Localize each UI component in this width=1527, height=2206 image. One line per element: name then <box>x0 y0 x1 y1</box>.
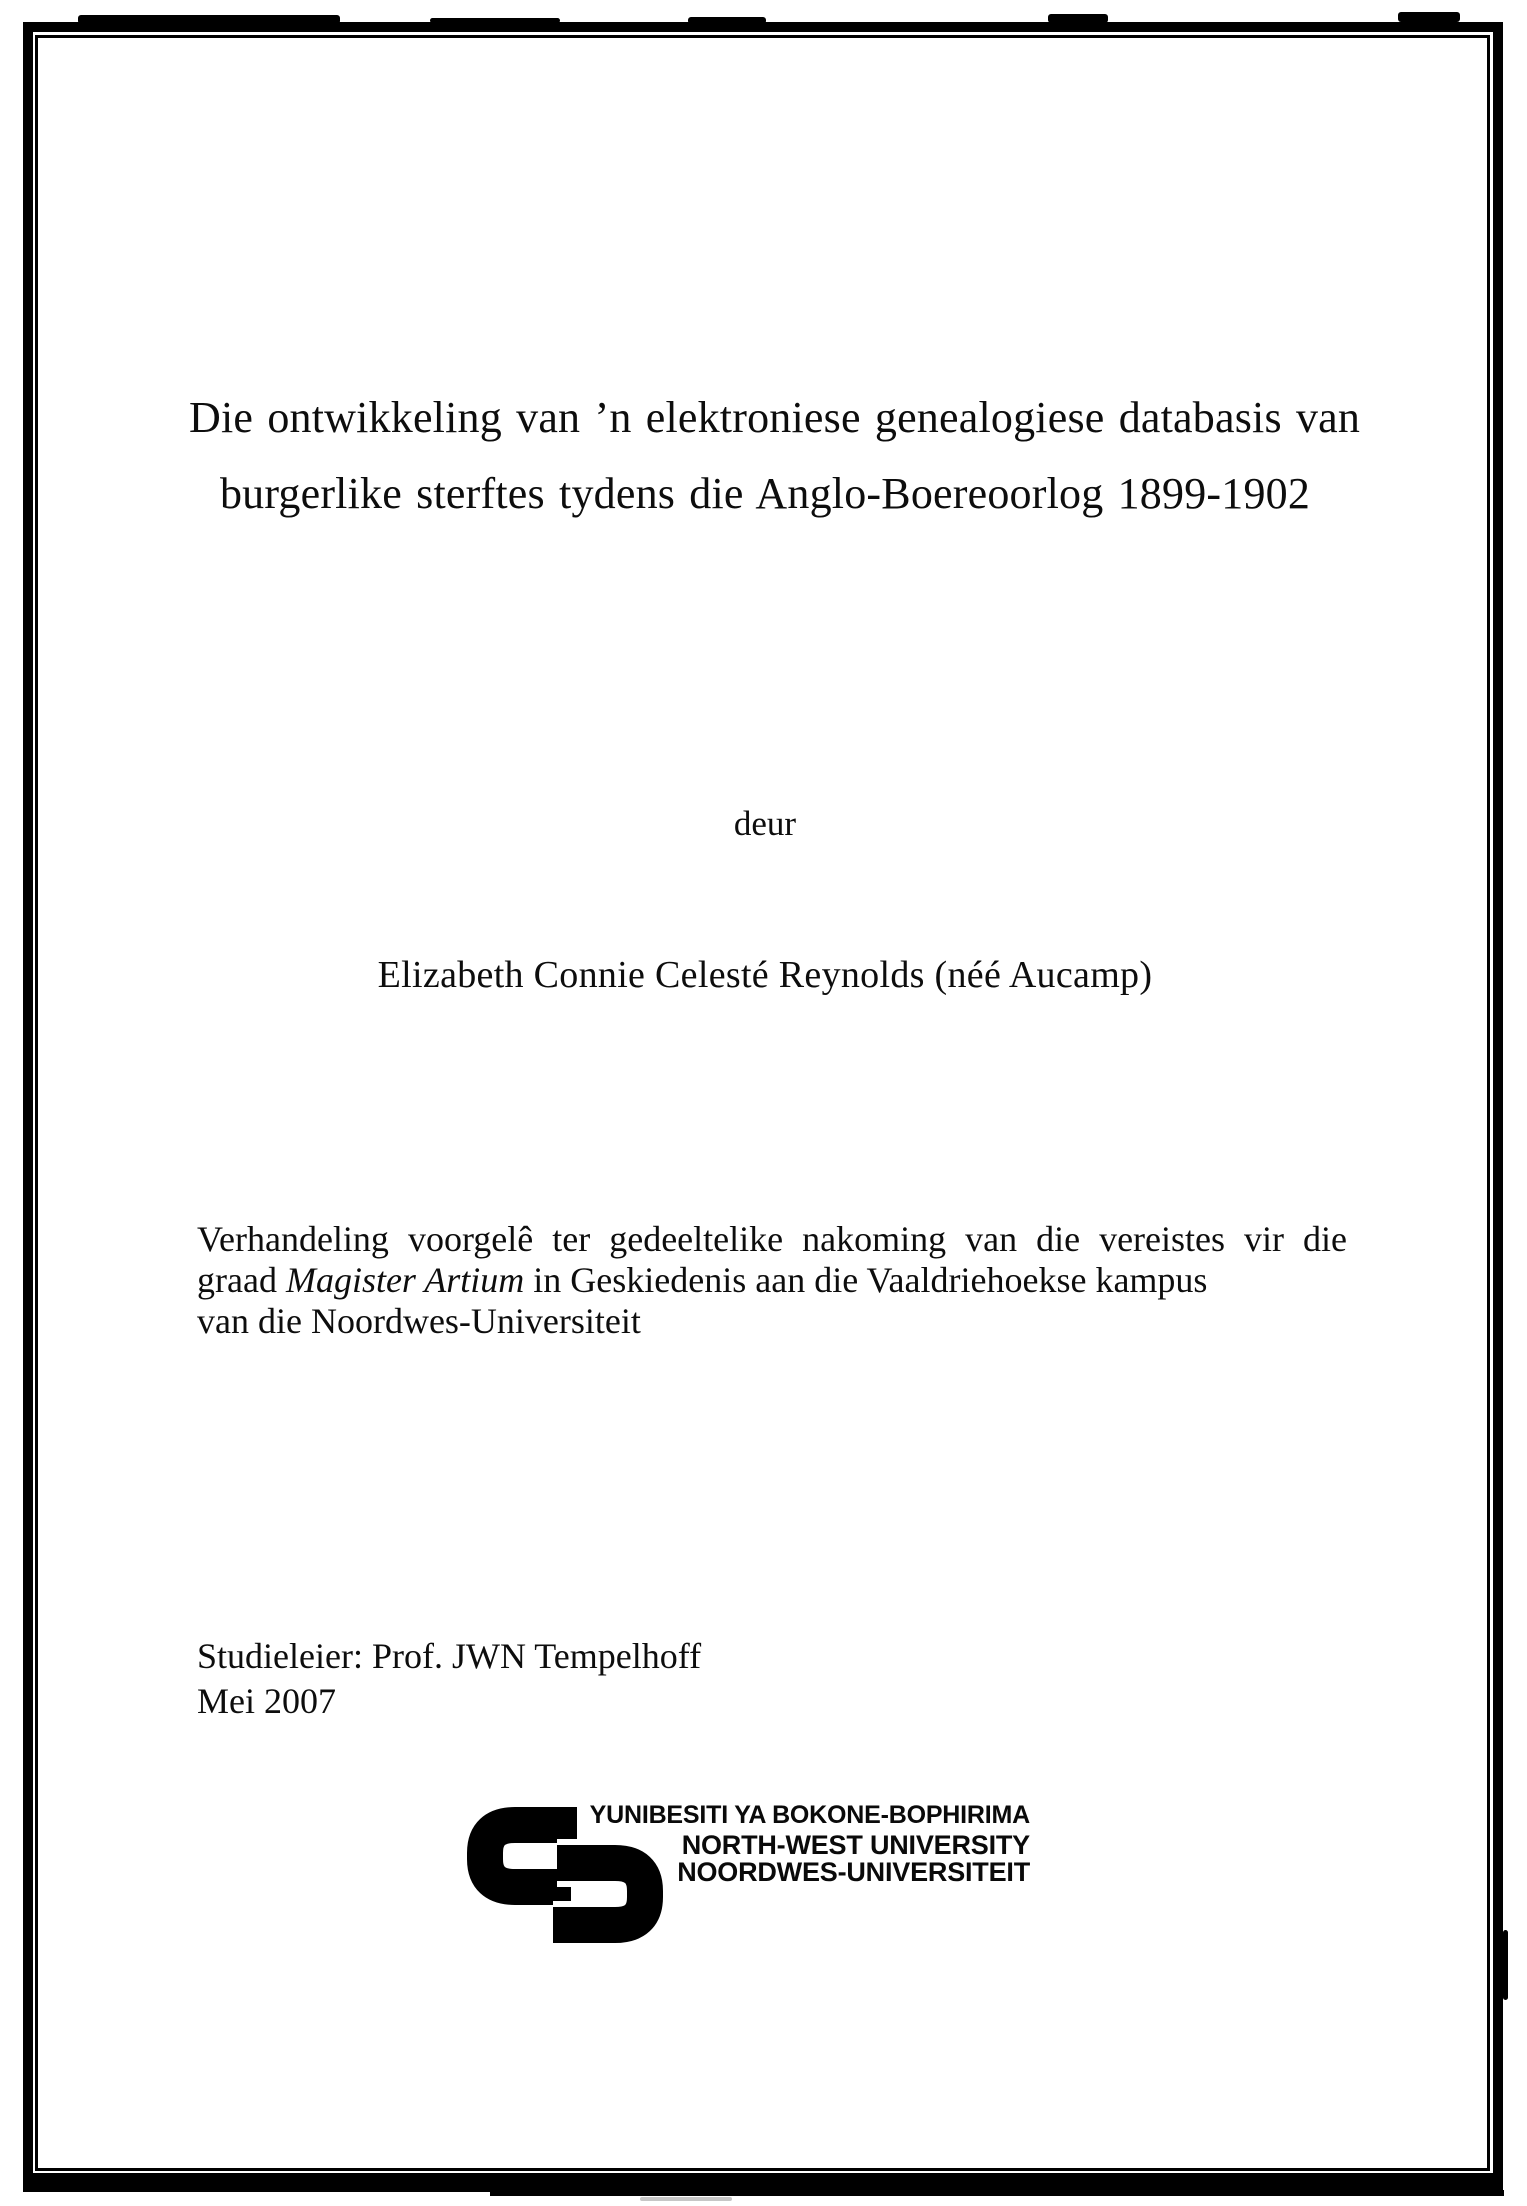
university-wordmark <box>560 1799 1030 1886</box>
university-name-afrikaans: NOORDWES-UNIVERSITEIT <box>677 1857 1030 1887</box>
scan-artifact <box>1048 14 1108 23</box>
university-name-setswana: YUNIBESITI YA BOKONE-BOPHIRIMA <box>589 1801 1030 1829</box>
scan-smudge <box>640 2197 732 2201</box>
statement-line2-prefix: graad <box>197 1260 286 1300</box>
scan-artifact <box>490 2190 1504 2196</box>
scan-artifact <box>430 18 560 23</box>
statement-line3: van die Noordwes-Universiteit <box>197 1301 641 1341</box>
supervisor-line: Studieleier: Prof. JWN Tempelhoff <box>197 1636 702 1676</box>
date-line: Mei 2007 <box>197 1681 336 1721</box>
scan-artifact <box>78 15 340 24</box>
supervisor-block <box>197 1634 701 1724</box>
statement-line2-suffix: in Geskiedenis aan die Vaaldriehoekse kampus <box>524 1260 1208 1300</box>
scan-artifact <box>688 17 766 24</box>
thesis-title-line1: Die ontwikkeling van ’n elektroniese genealogiese databasis van <box>189 393 1361 442</box>
university-name-english: NORTH-WEST UNIVERSITY <box>681 1830 1030 1860</box>
scan-artifact <box>26 2173 1500 2184</box>
byline-deur: deur <box>733 804 797 843</box>
scan-artifact <box>1398 12 1460 22</box>
statement-line2 <box>197 1260 1347 1301</box>
submission-statement <box>197 1219 1347 1342</box>
author-name: Elizabeth Connie Celesté Reynolds (néé Aucamp) <box>377 954 1153 996</box>
scan-artifact <box>1503 1930 1508 2000</box>
statement-line1: Verhandeling voorgelê ter gedeeltelike nakoming van die vereistes vir die <box>197 1219 1347 1259</box>
degree-name-italic: Magister Artium <box>285 1260 525 1300</box>
thesis-title-line2: burgerlike sterftes tydens die Anglo-Boereoorlog 1899-1902 <box>219 469 1311 518</box>
